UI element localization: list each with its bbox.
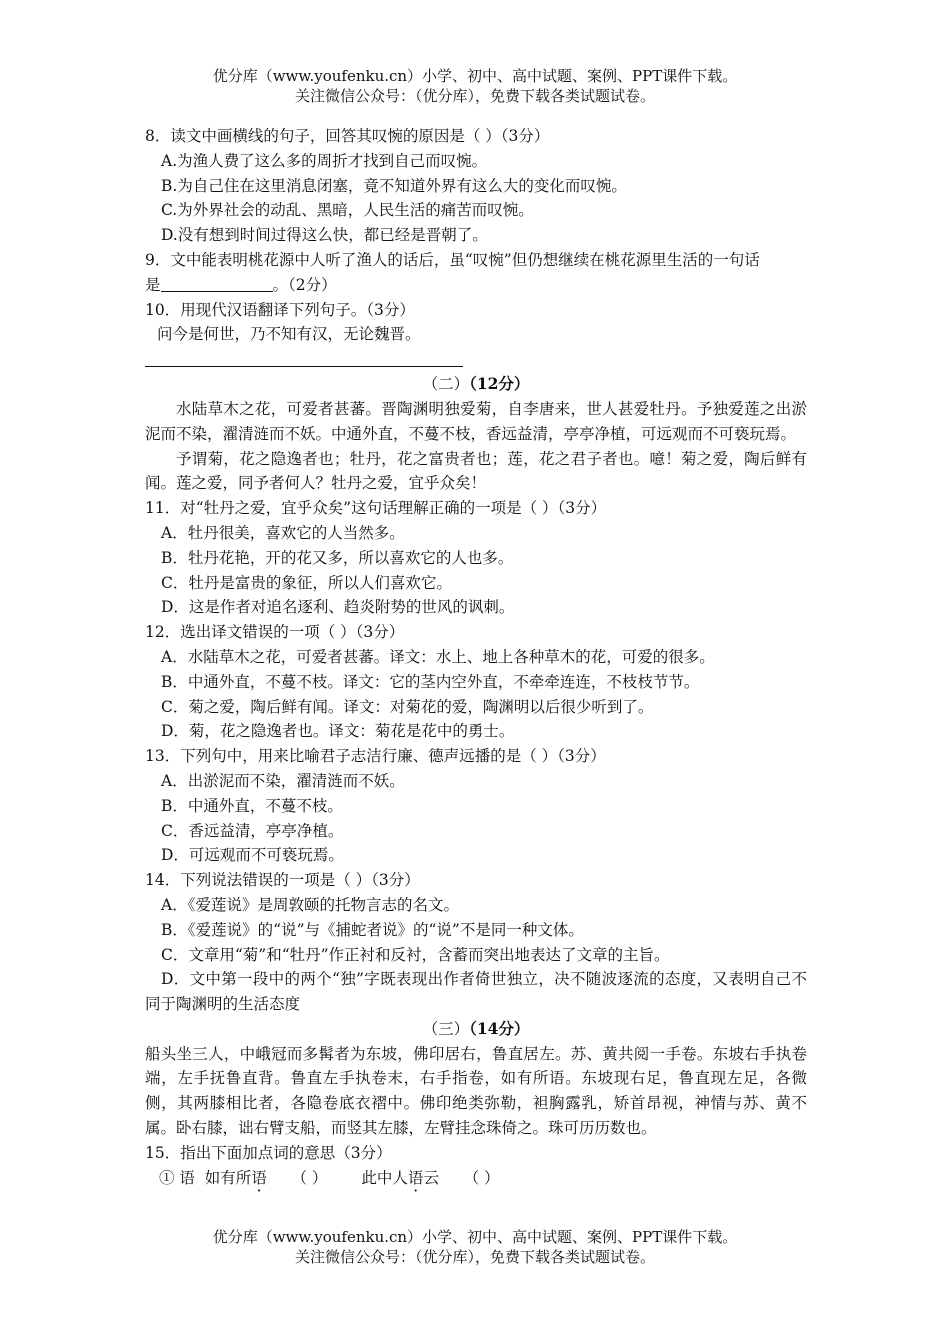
page-footer bbox=[0, 1227, 950, 1267]
section-2-paragraph-1: 水陆草木之花，可爱者甚蕃。晋陶渊明独爱菊，自李唐来，世人甚爱牡丹。予独爱莲之出淤泥而不染，濯清涟而不妖。中通外直，不蔓不枝，香远益清，亭亭净植，可远观而不可亵玩焉。 bbox=[145, 399, 807, 443]
question-13-option-c: C．香远益清，亭亭净植。 bbox=[161, 821, 344, 840]
section-3-score: （14分） bbox=[469, 1018, 530, 1038]
question-11-option-c: C．牡丹是富贵的象征，所以人们喜欢它。 bbox=[161, 573, 452, 592]
question-14-option-b: B．《爱莲说》的“说”与《捕蛇者说》的“说”不是同一种文体。 bbox=[161, 920, 584, 939]
question-11-option-b: B．牡丹花艳，开的花又多，所以喜欢它的人也多。 bbox=[161, 548, 514, 567]
question-15-item-number: ① 语 bbox=[159, 1168, 195, 1187]
question-8-option-d: D.没有想到时间过得这么快，都已经是晋朝了。 bbox=[161, 226, 488, 245]
question-9-suffix: 。（2分） bbox=[272, 275, 337, 294]
section-3-paragraph: 船头坐三人，中峨冠而多髯者为东坡，佛印居右，鲁直居左。苏、黄共阅一手卷。东坡右手执卷端，左手抚鲁直背。鲁直左手执卷末，右手指卷，如有所语。东坡现右足，鲁直现左足，各微侧，其两膝相比者，各隐卷底衣褶中。佛印绝类弥勒，袒胸露乳，矫首昂视，神情与苏、黄不属。卧右膝，诎右臂支船，而竖其左膝，左臂挂念珠倚之。珠可历历数也。 bbox=[145, 1044, 807, 1138]
section-2-heading bbox=[145, 372, 807, 397]
question-15-phrase-1: 如有所 bbox=[204, 1168, 252, 1187]
header-line-2: 关注微信公众号：（优分库），免费下载各类试题试卷。 bbox=[294, 87, 655, 105]
question-9-stem: 9．文中能表明桃花源中人听了渔人的话后，虽“叹惋”但仍想继续在桃花源里生活的一句话 bbox=[145, 250, 760, 269]
question-12-option-c: C．菊之爱，陶后鲜有闻。译文：对菊花的爱，陶渊明以后很少听到了。 bbox=[161, 697, 654, 716]
header-line-1: 优分库（www.youfenku.cn）小学、初中、高中试题、案例、PPT课件下载。 bbox=[212, 67, 738, 85]
question-14-option-a: A．《爱莲说》是周敦颐的托物言志的名文。 bbox=[161, 895, 459, 914]
question-15-phrase-2-post: 云 bbox=[423, 1168, 439, 1187]
question-15-item-1 bbox=[145, 1166, 807, 1191]
question-9-answer-line bbox=[145, 273, 807, 298]
question-14-option-d: D．文中第一段中的两个“独”字既表现出作者倚世独立，决不随波逐流的态度，又表明自己不同于陶渊明的生活态度 bbox=[145, 970, 807, 1014]
question-15-answer-paren-1[interactable]: （ ） bbox=[291, 1168, 328, 1187]
question-12-stem: 12．选出译文错误的一项（ ）（3分） bbox=[145, 623, 405, 642]
question-13-option-d: D．可远观而不可亵玩焉。 bbox=[161, 846, 344, 865]
question-10-stem: 10．用现代汉语翻译下列句子。（3分） bbox=[145, 300, 415, 319]
question-12-option-a: A．水陆草木之花，可爱者甚蕃。译文：水上、地上各种草木的花，可爱的很多。 bbox=[161, 647, 715, 666]
question-14-stem: 14．下列说法错误的一项是（ ）（3分） bbox=[145, 871, 420, 890]
section-3-title: （三） bbox=[422, 1019, 470, 1038]
question-8-option-a: A.为渔人费了这么多的周折才找到自己而叹惋。 bbox=[161, 151, 488, 170]
question-9-prefix: 是 bbox=[145, 275, 161, 294]
section-3-heading bbox=[145, 1017, 807, 1042]
section-2-score: （12分） bbox=[469, 374, 530, 394]
footer-line-1: 优分库（www.youfenku.cn）小学、初中、高中试题、案例、PPT课件下载。 bbox=[212, 1228, 738, 1246]
exam-body bbox=[145, 124, 807, 1190]
question-11-option-a: A．牡丹很美，喜欢它的人当然多。 bbox=[161, 523, 405, 542]
section-2-title: （二） bbox=[422, 375, 470, 394]
question-13-option-a: A．出淤泥而不染，濯清涟而不妖。 bbox=[161, 771, 405, 790]
question-14-option-c: C．文章用“菊”和“牡丹”作正衬和反衬，含蓄而突出地表达了文章的主旨。 bbox=[161, 945, 670, 964]
question-8-stem: 8．读文中画横线的句子，回答其叹惋的原因是（ ）（3分） bbox=[145, 127, 550, 145]
question-9-blank[interactable] bbox=[161, 275, 273, 292]
footer-line-2: 关注微信公众号：（优分库），免费下载各类试题试卷。 bbox=[294, 1248, 655, 1266]
question-12-option-d: D．菊，花之隐逸者也。译文：菊花是花中的勇士。 bbox=[161, 722, 515, 741]
question-12-option-b: B．中通外直，不蔓不枝。译文：它的茎内空外直，不牵牵连连，不枝枝节节。 bbox=[161, 672, 700, 691]
section-2-paragraph-2: 予谓菊，花之隐逸者也；牡丹，花之富贵者也；莲，花之君子者也。噫！菊之爱，陶后鲜有闻。莲之爱，同予者何人？牡丹之爱，宜乎众矣！ bbox=[145, 449, 807, 493]
question-15-dotted-word-1: 语 bbox=[251, 1168, 267, 1187]
question-15-dotted-word-2: 语 bbox=[407, 1168, 424, 1187]
question-15-answer-paren-2[interactable]: （ ） bbox=[463, 1168, 500, 1187]
question-15-phrase-2-pre: 此中人 bbox=[361, 1168, 408, 1187]
question-13-option-b: B．中通外直，不蔓不枝。 bbox=[161, 796, 343, 815]
question-13-stem: 13．下列句中，用来比喻君子志洁行廉、德声远播的是（ ）（3分） bbox=[145, 747, 606, 766]
question-11-option-d: D．这是作者对追名逐利、趋炎附势的世风的讽刺。 bbox=[161, 598, 515, 617]
question-15-stem: 15．指出下面加点词的意思（3分） bbox=[145, 1143, 392, 1162]
page-header bbox=[0, 66, 950, 106]
question-10-answer-line[interactable] bbox=[145, 353, 463, 367]
question-8-option-b: B.为自己住在这里消息闭塞，竟不知道外界有这么大的变化而叹惋。 bbox=[161, 176, 627, 195]
question-11-stem: 11．对“牡丹之爱，宜乎众矣”这句话理解正确的一项是（ ）（3分） bbox=[145, 499, 607, 518]
question-8-option-c: C.为外界社会的动乱、黑暗，人民生活的痛苦而叹惋。 bbox=[161, 201, 534, 220]
question-10-sentence: 问今是何世，乃不知有汉，无论魏晋。 bbox=[157, 325, 421, 344]
